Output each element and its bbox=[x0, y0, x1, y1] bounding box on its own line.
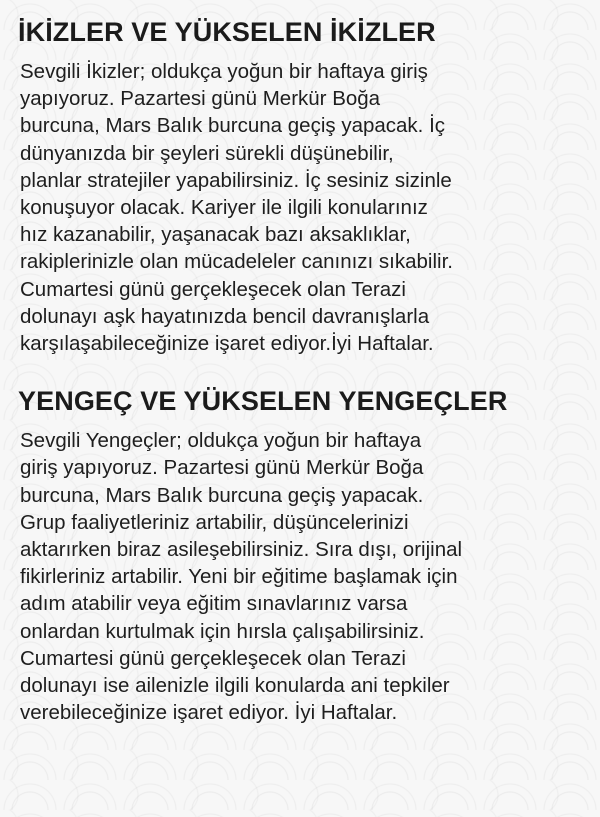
text-line: dünyanızda bir şeyleri sürekli düşünebilir, bbox=[20, 141, 394, 165]
text-line: hız kazanabilir, yaşanacak bazı aksaklıklar, bbox=[20, 223, 411, 247]
text-line: dolunayı aşk hayatınızda bencil davranışlarla bbox=[20, 304, 430, 328]
text-line: fikirleriniz artabilir. Yeni bir eğitime başlamak için bbox=[20, 565, 458, 589]
text-line: burcuna, Mars Balık burcuna geçiş yapacak. İç bbox=[20, 114, 446, 138]
text-line: Sevgili İkizler; oldukça yoğun bir haftaya giriş bbox=[20, 60, 428, 83]
text-line: karşılaşabileceğinize işaret ediyor.İyi Haftalar. bbox=[20, 332, 434, 356]
text-line: giriş yapıyoruz. Pazartesi günü Merkür Boğa bbox=[20, 456, 424, 480]
text-line: Cumartesi günü gerçekleşecek olan Terazi bbox=[20, 646, 406, 670]
text-line: dolunayı ise ailenizle ilgili konularda ani tepkiler bbox=[20, 674, 450, 698]
section-heading-gemini: İKİZLER VE YÜKSELEN İKİZLER bbox=[18, 17, 436, 47]
text-line: Grup faaliyetleriniz artabilir, düşüncelerinizi bbox=[20, 510, 409, 534]
text-line: konuşuyor olacak. Kariyer ile ilgili konularınız bbox=[20, 196, 428, 220]
text-line: rakiplerinizle olan mücadeleler canınızı sıkabilir. bbox=[20, 250, 453, 274]
section-body-cancer bbox=[18, 427, 588, 726]
section-gemini bbox=[18, 14, 588, 357]
section-body-gemini bbox=[18, 58, 588, 357]
text-line: burcuna, Mars Balık burcuna geçiş yapacak. bbox=[20, 483, 424, 507]
text-line: Sevgili Yengeçler; oldukça yoğun bir haftaya bbox=[20, 429, 422, 453]
text-line: planlar stratejiler yapabilirsiniz. İç sesiniz sizinle bbox=[20, 168, 452, 192]
text-line: aktarırken biraz asileşebilirsiniz. Sıra dışı, orijinal bbox=[20, 538, 463, 562]
text-line: adım atabilir veya eğitim sınavlarınız varsa bbox=[20, 592, 408, 616]
text-line: yapıyoruz. Pazartesi günü Merkür Boğa bbox=[20, 87, 381, 111]
section-cancer bbox=[18, 383, 588, 726]
text-line: onlardan kurtulmak için hırsla çalışabilirsiniz. bbox=[20, 619, 425, 643]
section-heading-cancer: YENGEÇ VE YÜKSELEN YENGEÇLER bbox=[18, 386, 508, 417]
text-line: verebileceğinize işaret ediyor. İyi Haftalar. bbox=[20, 701, 398, 725]
text-line: Cumartesi günü gerçekleşecek olan Terazi bbox=[20, 277, 406, 301]
